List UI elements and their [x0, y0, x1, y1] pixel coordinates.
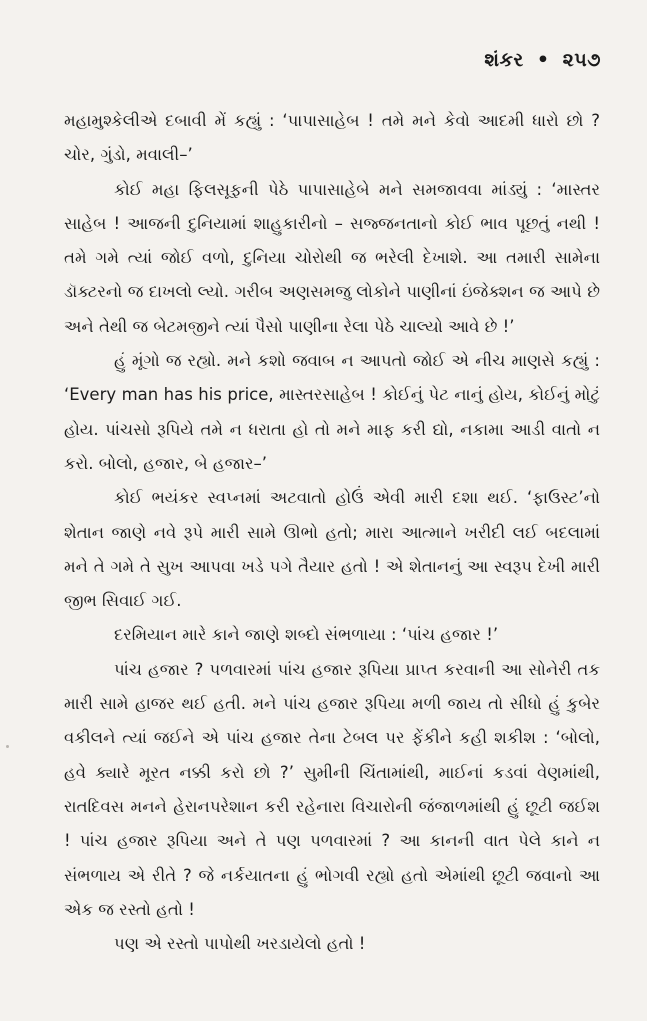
page-number: ૨૫૭: [562, 49, 601, 71]
paragraph-7: પણ એ રસ્તો પાપોથી ખરડાયેલો હતો !: [114, 934, 366, 954]
running-header: [484, 49, 601, 71]
paragraph-5: દરમિયાન મારે કાને જાણે શબ્દો સંભળાયા : ‘પાંચ હજાર !’: [114, 625, 499, 645]
body-text: [64, 104, 600, 961]
header-separator: •: [536, 49, 550, 71]
margin-speck: [6, 745, 9, 748]
paragraph-2: કોઈ મહા ફિલસૂફની પેઠે પાપાસાહેબે મને સમજાવવા માંડ્યું : ‘માસ્તર સાહેબ ! આજની દુનિયામાં શાહુકારીનો – સજ્જનતાનો કોઈ ભાવ પૂછતું નથી ! તમે ગમે ત્યાં જોઈ વળો, દુનિયા ચોરોથી જ ભરેલી દેખાશે. આ તમારી સામેના ડૉક્ટરનો જ દાખલો લ્યો. ગરીબ અણસમજુ લોકોને પાણીનાં ઇંજેક્શન જ આપે છે અને તેથી જ બેટમજીને ત્યાં પૈસો પાણીના રેલા પેઠે ચાલ્યો આવે છે !’: [64, 179, 600, 336]
paragraph-1: મહામુશ્કેલીએ દબાવી મેં કહ્યું : ‘પાપાસાહેબ ! તમે મને કેવો આદમી ધારો છો ? ચોર, ગુંડો, મવાલી–’: [64, 111, 600, 165]
header-section-title: શંકર: [484, 49, 524, 71]
paragraph-4: કોઈ ભયંકર સ્વપ્નમાં અટવાતો હોઉં એવી મારી દશા થઈ. ‘ફાઉસ્ટ’નો શેતાન જાણે નવે રૂપે મારી સામે ઊભો હતો; મારા આત્માને ખરીદી લઈ બદલામાં મને તે ગમે તે સુખ આપવા ખડે પગે તૈયાર હતો ! એ શેતાનનું આ સ્વરૂપ દેખી મારી જીભ સિવાઈ ગઈ.: [64, 488, 600, 611]
paragraph-6: પાંચ હજાર ? પળવારમાં પાંચ હજાર રૂપિયા પ્રાપ્ત કરવાની આ સોનેરી તક મારી સામે હાજર થઈ હતી. મને પાંચ હજાર રૂપિયા મળી જાય તો સીધો હું કુબેર વકીલને ત્યાં જઈને એ પાંચ હજાર તેના ટેબલ પર ફેંકીને કહી શકીશ : ‘બોલો, હવે ક્યારે મૂરત નક્કી કરો છો ?’ સુમીની ચિંતામાંથી, માઈનાં કડવાં વેણમાંથી, રાતદિવસ મનને હેરાનપરેશાન કરી રહેનારા વિચારોની જંજાળમાંથી હું છૂટી જઈશ ! પાંચ હજાર રૂપિયા અને તે પણ પળવારમાં ? આ કાનની વાત પેલે કાને ન સંભળાય એ રીતે ? જે નર્કયાતના હું ભોગવી રહ્યો હતો એમાંથી છૂટી જવાનો આ એક જ રસ્તો હતો !: [64, 659, 600, 919]
paragraph-3: હું મૂંગો જ રહ્યો. મને કશો જવાબ ન આપતો જોઈ એ નીચ માણસે કહ્યું : ‘Every man has his price, માસ્તરસાહેબ ! કોઈનું પેટ નાનું હોય, કોઈનું મોટું હોય. પાંચસો રૂપિયે તમે ન ધરાતા હો તો મને માફ કરી દ્યો, નકામા આડી વાતો ન કરો. બોલો, હજાર, બે હજાર–’: [64, 351, 600, 473]
